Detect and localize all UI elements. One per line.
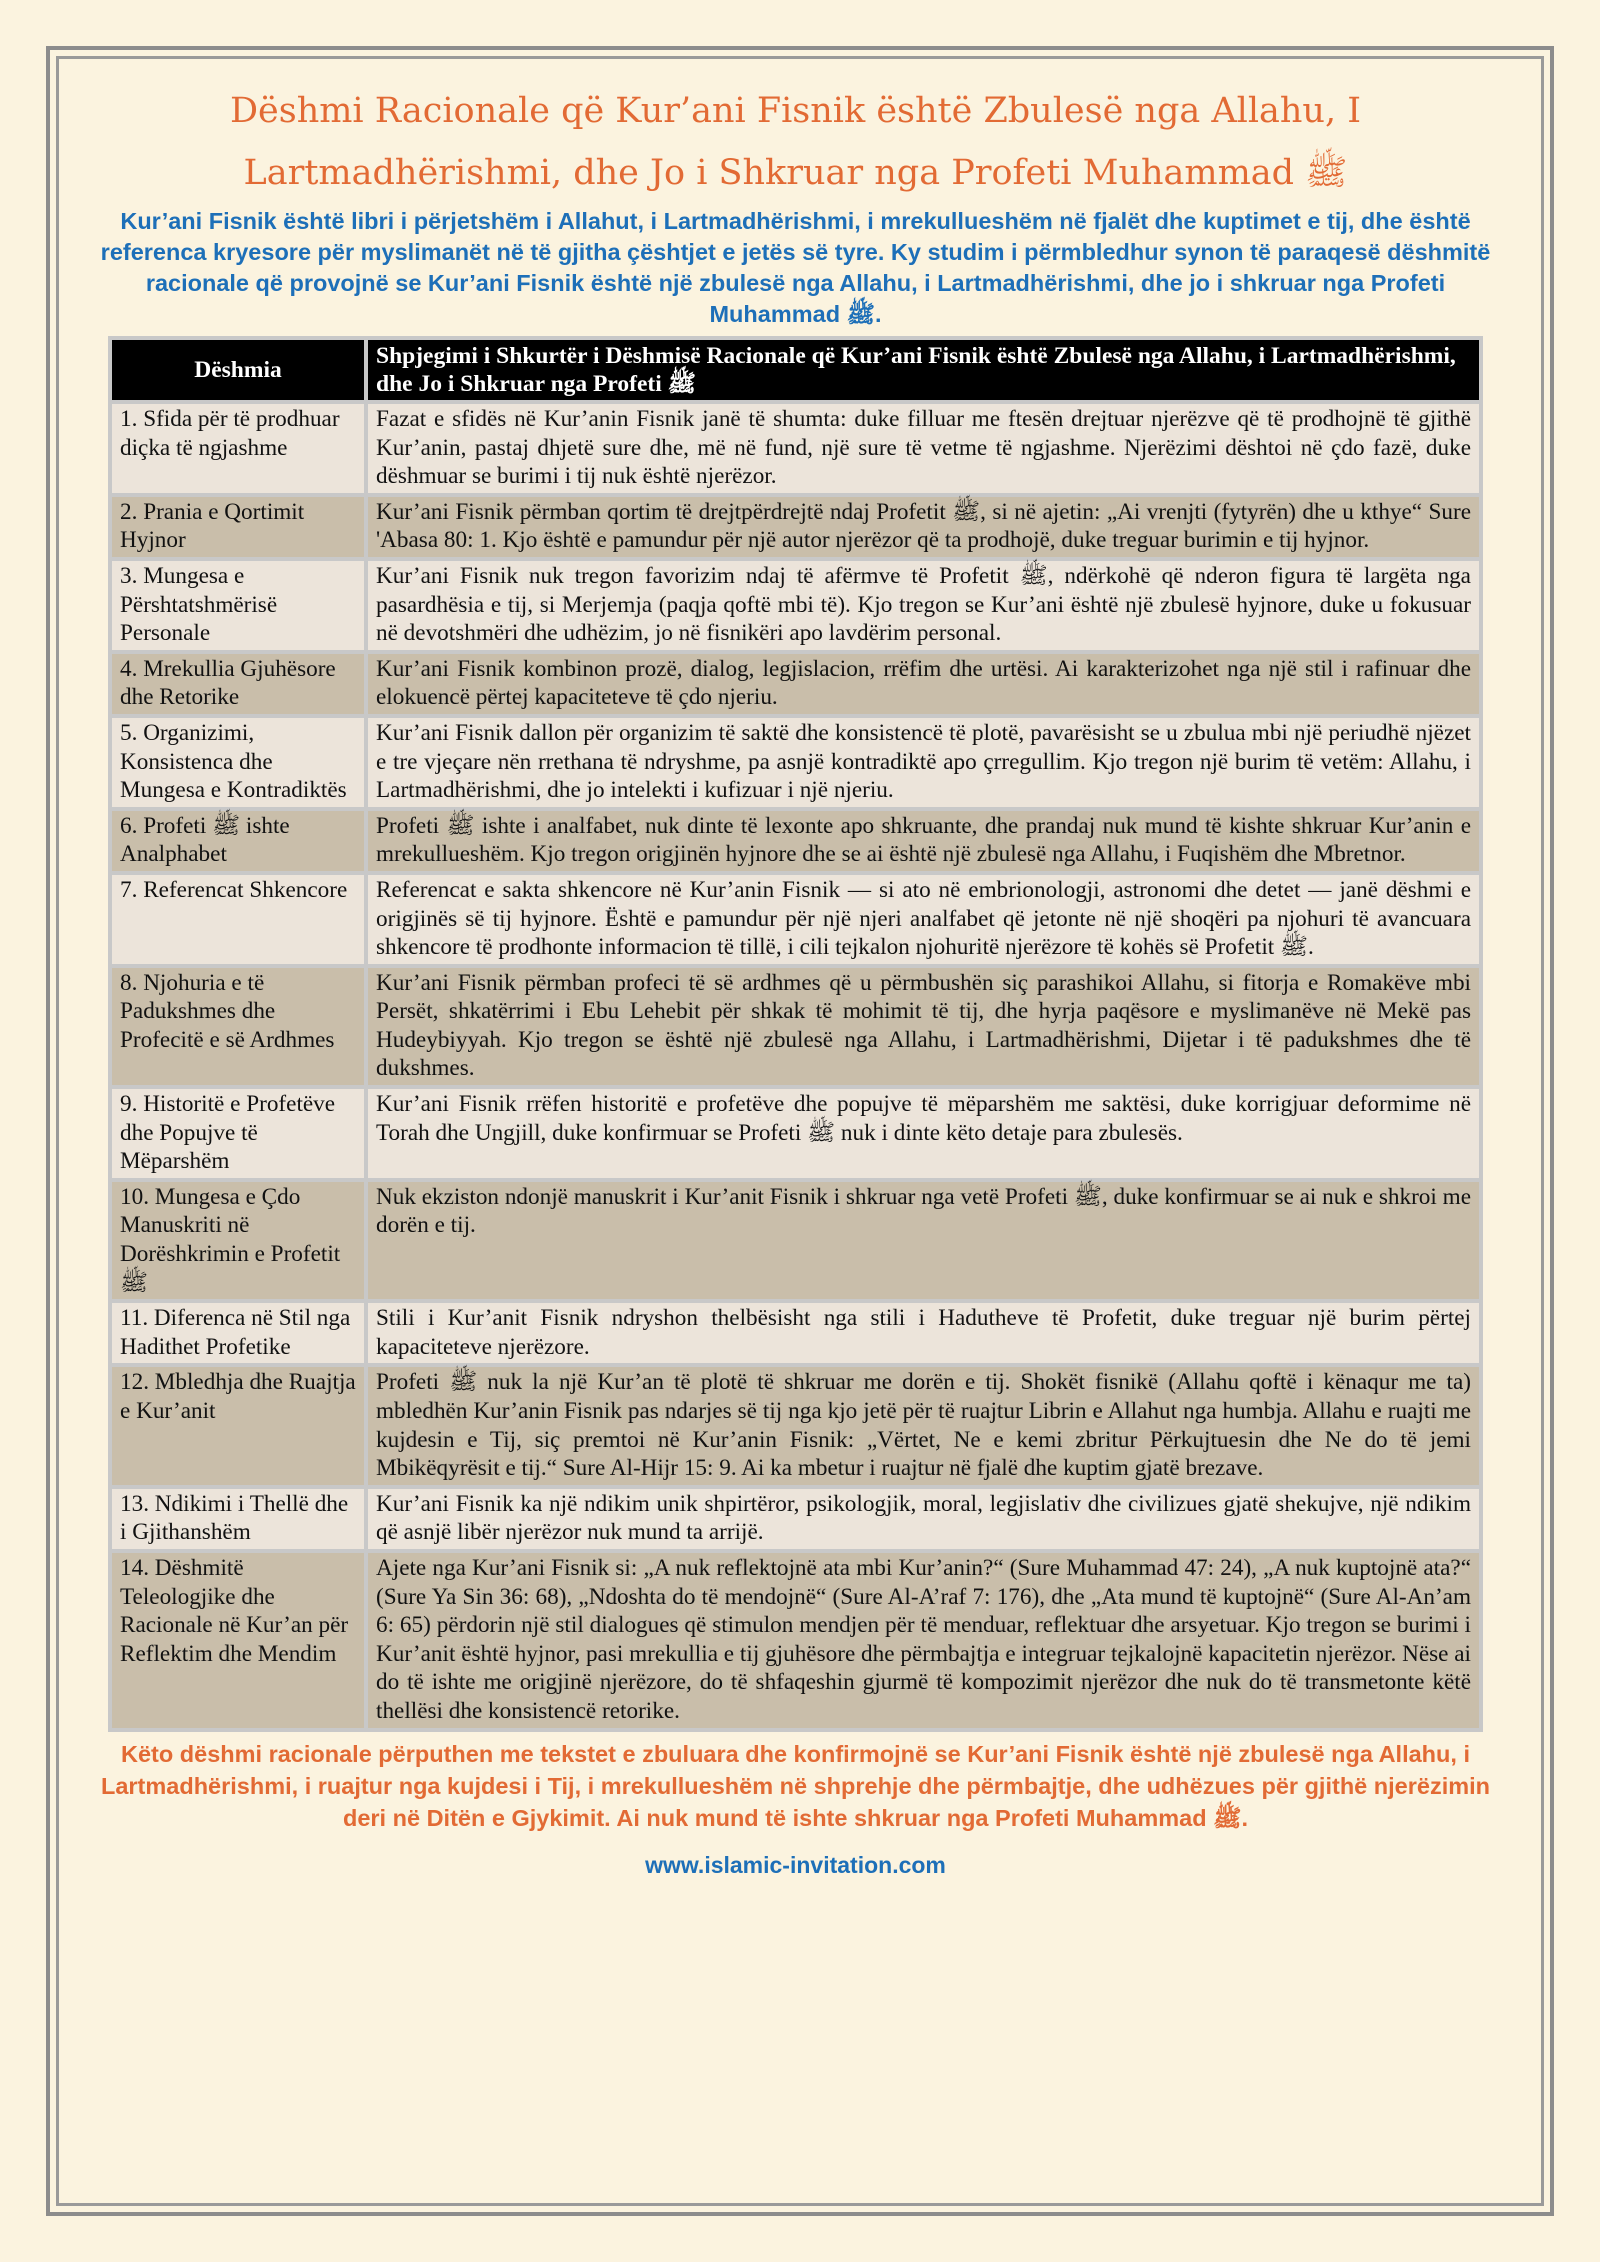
evidence-cell: 7. Referencat Shkencore <box>110 873 366 966</box>
explanation-cell: Stili i Kur’anit Fisnik ndryshon thelbësisht nga stili i Hadutheve të Profetit, duke treguar një burim përtej kapaciteteve njerëzore. <box>366 1301 1481 1365</box>
table-row <box>110 716 1481 809</box>
evidence-cell: 14. Dëshmitë Teleologjike dhe Racionale në Kur’an për Reflektim dhe Mendim <box>110 1551 366 1730</box>
evidence-cell: 4. Mrekullia Gjuhësore dhe Retorike <box>110 652 366 716</box>
intro-paragraph: Kur’ani Fisnik është libri i përjetshëm i Allahut, i Lartmadhërishmi, i mrekullueshëm në fjalët dhe kuptimet e tij, dhe është referenca kryesore për myslimanët në të gjitha çështjet e jetës së tyre. Ky studim i përmbledhur synon të paraqesë dëshmitë racionale që provojnë se Kur’ani Fisnik është një zbulesë nga Allahu, i Lartmadhërishmi, dhe jo i shkruar nga Profeti Muhammad ﷺ. <box>100 208 1491 327</box>
evidence-table <box>108 336 1483 1732</box>
table-row <box>110 495 1481 559</box>
table-row <box>110 1087 1481 1180</box>
explanation-cell: Nuk ekziston ndonjë manuskrit i Kur’anit Fisnik i shkruar nga vetë Profeti ﷺ, duke konfirmuar se ai nuk e shkroi me dorën e tij. <box>366 1180 1481 1301</box>
evidence-cell: 8. Njohuria e të Padukshmes dhe Profecitë e së Ardhmes <box>110 966 366 1087</box>
explanation-cell: Kur’ani Fisnik rrëfen historitë e profetëve dhe popujve të mëparshëm me saktësi, duke korrigjuar deformime në Torah dhe Ungjill, duke konfirmuar se Profeti ﷺ nuk i dinte këto detaje para zbulesës. <box>366 1087 1481 1180</box>
explanation-cell: Ajete nga Kur’ani Fisnik si: „A nuk reflektojnë ata mbi Kur’anin?“ (Sure Muhammad 47: 24), „A nuk kuptojnë ata?“ (Sure Ya Sin 36: 68), „Ndoshta do të mendojnë“ (Sure Al-A’raf 7: 176), dhe „Ata mund të kuptojnë“ (Sure Al-An’am 6: 65) përdorin një stil dialogues që stimulon mendjen për të menduar, reflektuar dhe arsyetuar. Kjo tregon se burimi i Kur’anit është hyjnor, pasi mrekullia e tij gjuhësore dhe përmbajtja e integruar tejkalojnë kapacitetin njerëzor. Nëse ai do të ishte me origjinë njerëzore, do të shfaqeshin gjurmë të kompozimit njerëzor dhe nuk do të transmetonte këtë thellësi dhe konsistencë retorike. <box>366 1551 1481 1730</box>
evidence-cell: 6. Profeti ﷺ ishte Analphabet <box>110 809 366 873</box>
explanation-cell: Kur’ani Fisnik nuk tregon favorizim ndaj të afërmve të Profetit ﷺ, ndërkohë që nderon figura të largëta nga pasardhësia e tij, si Merjemja (paqja qoftë mbi të). Kjo tregon se Kur’ani është një zbulesë hyjnore, duke u fokusuar në devotshmëri dhe udhëzim, jo në fisnikëri apo lavdërim personal. <box>366 559 1481 652</box>
table-header-row <box>110 338 1481 402</box>
evidence-cell: 11. Diferenca në Stil nga Hadithet Profetike <box>110 1301 366 1365</box>
table-row <box>110 652 1481 716</box>
explanation-cell: Kur’ani Fisnik kombinon prozë, dialog, legjislacion, rrëfim dhe urtësi. Ai karakterizohet nga një stil i rafinuar dhe elokuencë përtej kapaciteteve të çdo njeriu. <box>366 652 1481 716</box>
table-row <box>110 559 1481 652</box>
evidence-cell: 13. Ndikimi i Thellë dhe i Gjithanshëm <box>110 1487 366 1551</box>
page-content <box>100 70 1491 1879</box>
evidence-cell: 12. Mbledhja dhe Ruajtja e Kur’anit <box>110 1365 366 1486</box>
conclusion-paragraph: Këto dëshmi racionale përputhen me tekstet e zbuluara dhe konfirmojnë se Kur’ani Fisnik është një zbulesë nga Allahu, i Lartmadhërishmi, i ruajtur nga kujdesi i Tij, i mrekullueshëm në shprehje dhe përmbajtje, dhe udhëzues për gjithë njerëzimin deri në Ditën e Gjykimit. Ai nuk mund të ishte shkruar nga Profeti Muhammad ﷺ. <box>100 1740 1490 1831</box>
explanation-cell: Kur’ani Fisnik dallon për organizim të saktë dhe konsistencë të plotë, pavarësisht se u zbulua mbi një periudhë njëzet e tre vjeçare nën rrethana të ndryshme, pa asnjë kontradiktë apo çrregullim. Kjo tregon një burim të vetëm: Allahu, i Lartmadhërishmi, dhe jo intelekti i kufizuar i një njeriu. <box>366 716 1481 809</box>
explanation-cell: Referencat e sakta shkencore në Kur’anin Fisnik — si ato në embrionologji, astronomi dhe detet — janë dëshmi e origjinës së tij hyjnore. Është e pamundur për një njeri analfabet që jetonte në një shoqëri pa njohuri të avancuara shkencore të prodhonte informacion të tillë, i cili tejkalon njohuritë njerëzore të kohës së Profetit ﷺ. <box>366 873 1481 966</box>
table-row <box>110 1551 1481 1730</box>
evidence-cell: 5. Organizimi, Konsistenca dhe Mungesa e Kontradiktës <box>110 716 366 809</box>
explanation-cell: Kur’ani Fisnik ka një ndikim unik shpirtëror, psikologjik, moral, legjislativ dhe civilizues gjatë shekujve, një ndikim që asnjë libër njerëzor nuk mund ta arrijë. <box>366 1487 1481 1551</box>
explanation-cell: Kur’ani Fisnik përmban qortim të drejtpërdrejtë ndaj Profetit ﷺ, si në ajetin: „Ai vrenjti (fytyrën) dhe u kthye“ Sure 'Abasa 80: 1. Kjo është e pamundur për një autor njerëzor që ta prodhojë, duke treguar burimin e tij hyjnor. <box>366 495 1481 559</box>
evidence-cell: 9. Historitë e Profetëve dhe Popujve të Mëparshëm <box>110 1087 366 1180</box>
table-row <box>110 402 1481 495</box>
table-row <box>110 873 1481 966</box>
explanation-cell: Kur’ani Fisnik përmban profeci të së ardhmes që u përmbushën siç parashikoi Allahu, si fitorja e Romakëve mbi Persët, shkatërrimi i Ebu Lehebit për shkak të mohimit të tij, dhe hyrja paqësore e myslimanëve në Mekë pas Hudeybiyyah. Kjo tregon se është një zbulesë nga Allahu, i Lartmadhërishmi, Dijetar i të padukshmes dhe të dukshmes. <box>366 966 1481 1087</box>
explanation-cell: Fazat e sfidës në Kur’anin Fisnik janë të shumta: duke filluar me ftesën drejtuar njerëzve që të prodhojnë të gjithë Kur’anin, pastaj dhjetë sure dhe, më në fund, një sure të vetme të ngjashme. Njerëzimi dështoi në çdo fazë, duke dëshmuar se burimi i tij nuk është njerëzor. <box>366 402 1481 495</box>
table-row <box>110 1365 1481 1486</box>
table-row <box>110 1487 1481 1551</box>
table-row <box>110 1301 1481 1365</box>
evidence-cell: 1. Sfida për të prodhuar diçka të ngjashme <box>110 402 366 495</box>
table-row <box>110 809 1481 873</box>
header-explanation: Shpjegimi i Shkurtër i Dëshmisë Racionale që Kur’ani Fisnik është Zbulesë nga Allahu, i Lartmadhërishmi, dhe Jo i Shkruar nga Profeti ﷺ <box>366 338 1481 402</box>
table-row <box>110 1180 1481 1301</box>
explanation-cell: Profeti ﷺ ishte i analfabet, nuk dinte të lexonte apo shkruante, dhe prandaj nuk mund të kishte shkruar Kur’anin e mrekullueshëm. Kjo tregon origjinën hyjnore dhe se ai është një zbulesë nga Allahu, i Fuqishëm dhe Mbretnor. <box>366 809 1481 873</box>
evidence-cell: 10. Mungesa e Çdo Manuskriti në Dorëshkrimin e Profetit ﷺ <box>110 1180 366 1301</box>
table-row <box>110 966 1481 1087</box>
explanation-cell: Profeti ﷺ nuk la një Kur’an të plotë të shkruar me dorën e tij. Shokët fisnikë (Allahu qoftë i kënaqur me ta) mbledhën Kur’anin Fisnik pas ndarjes së tij nga kjo jetë për të ruajtur Librin e Allahut nga humbja. Allahu e ruajti me kujdesin e Tij, siç premtoi në Kur’anin Fisnik: „Vërtet, Ne e kemi zbritur Përkujtuesin dhe Ne do të jemi Mbikëqyrësit e tij.“ Sure Al-Hijr 15: 9. Ai ka mbetur i ruajtur në fjalë dhe kuptim gjatë brezave. <box>366 1365 1481 1486</box>
website-url: www.islamic-invitation.com <box>645 1851 946 1878</box>
evidence-cell: 3. Mungesa e Përshtatshmërisë Personale <box>110 559 366 652</box>
document-title: Dëshmi Racionale që Kur’ani Fisnik është Zbulesë nga Allahu, I Lartmadhërishmi, dhe Jo i Shkruar nga Profeti Muhammad ﷺ <box>229 91 1362 193</box>
header-evidence: Dëshmia <box>110 338 366 402</box>
evidence-cell: 2. Prania e Qortimit Hyjnor <box>110 495 366 559</box>
